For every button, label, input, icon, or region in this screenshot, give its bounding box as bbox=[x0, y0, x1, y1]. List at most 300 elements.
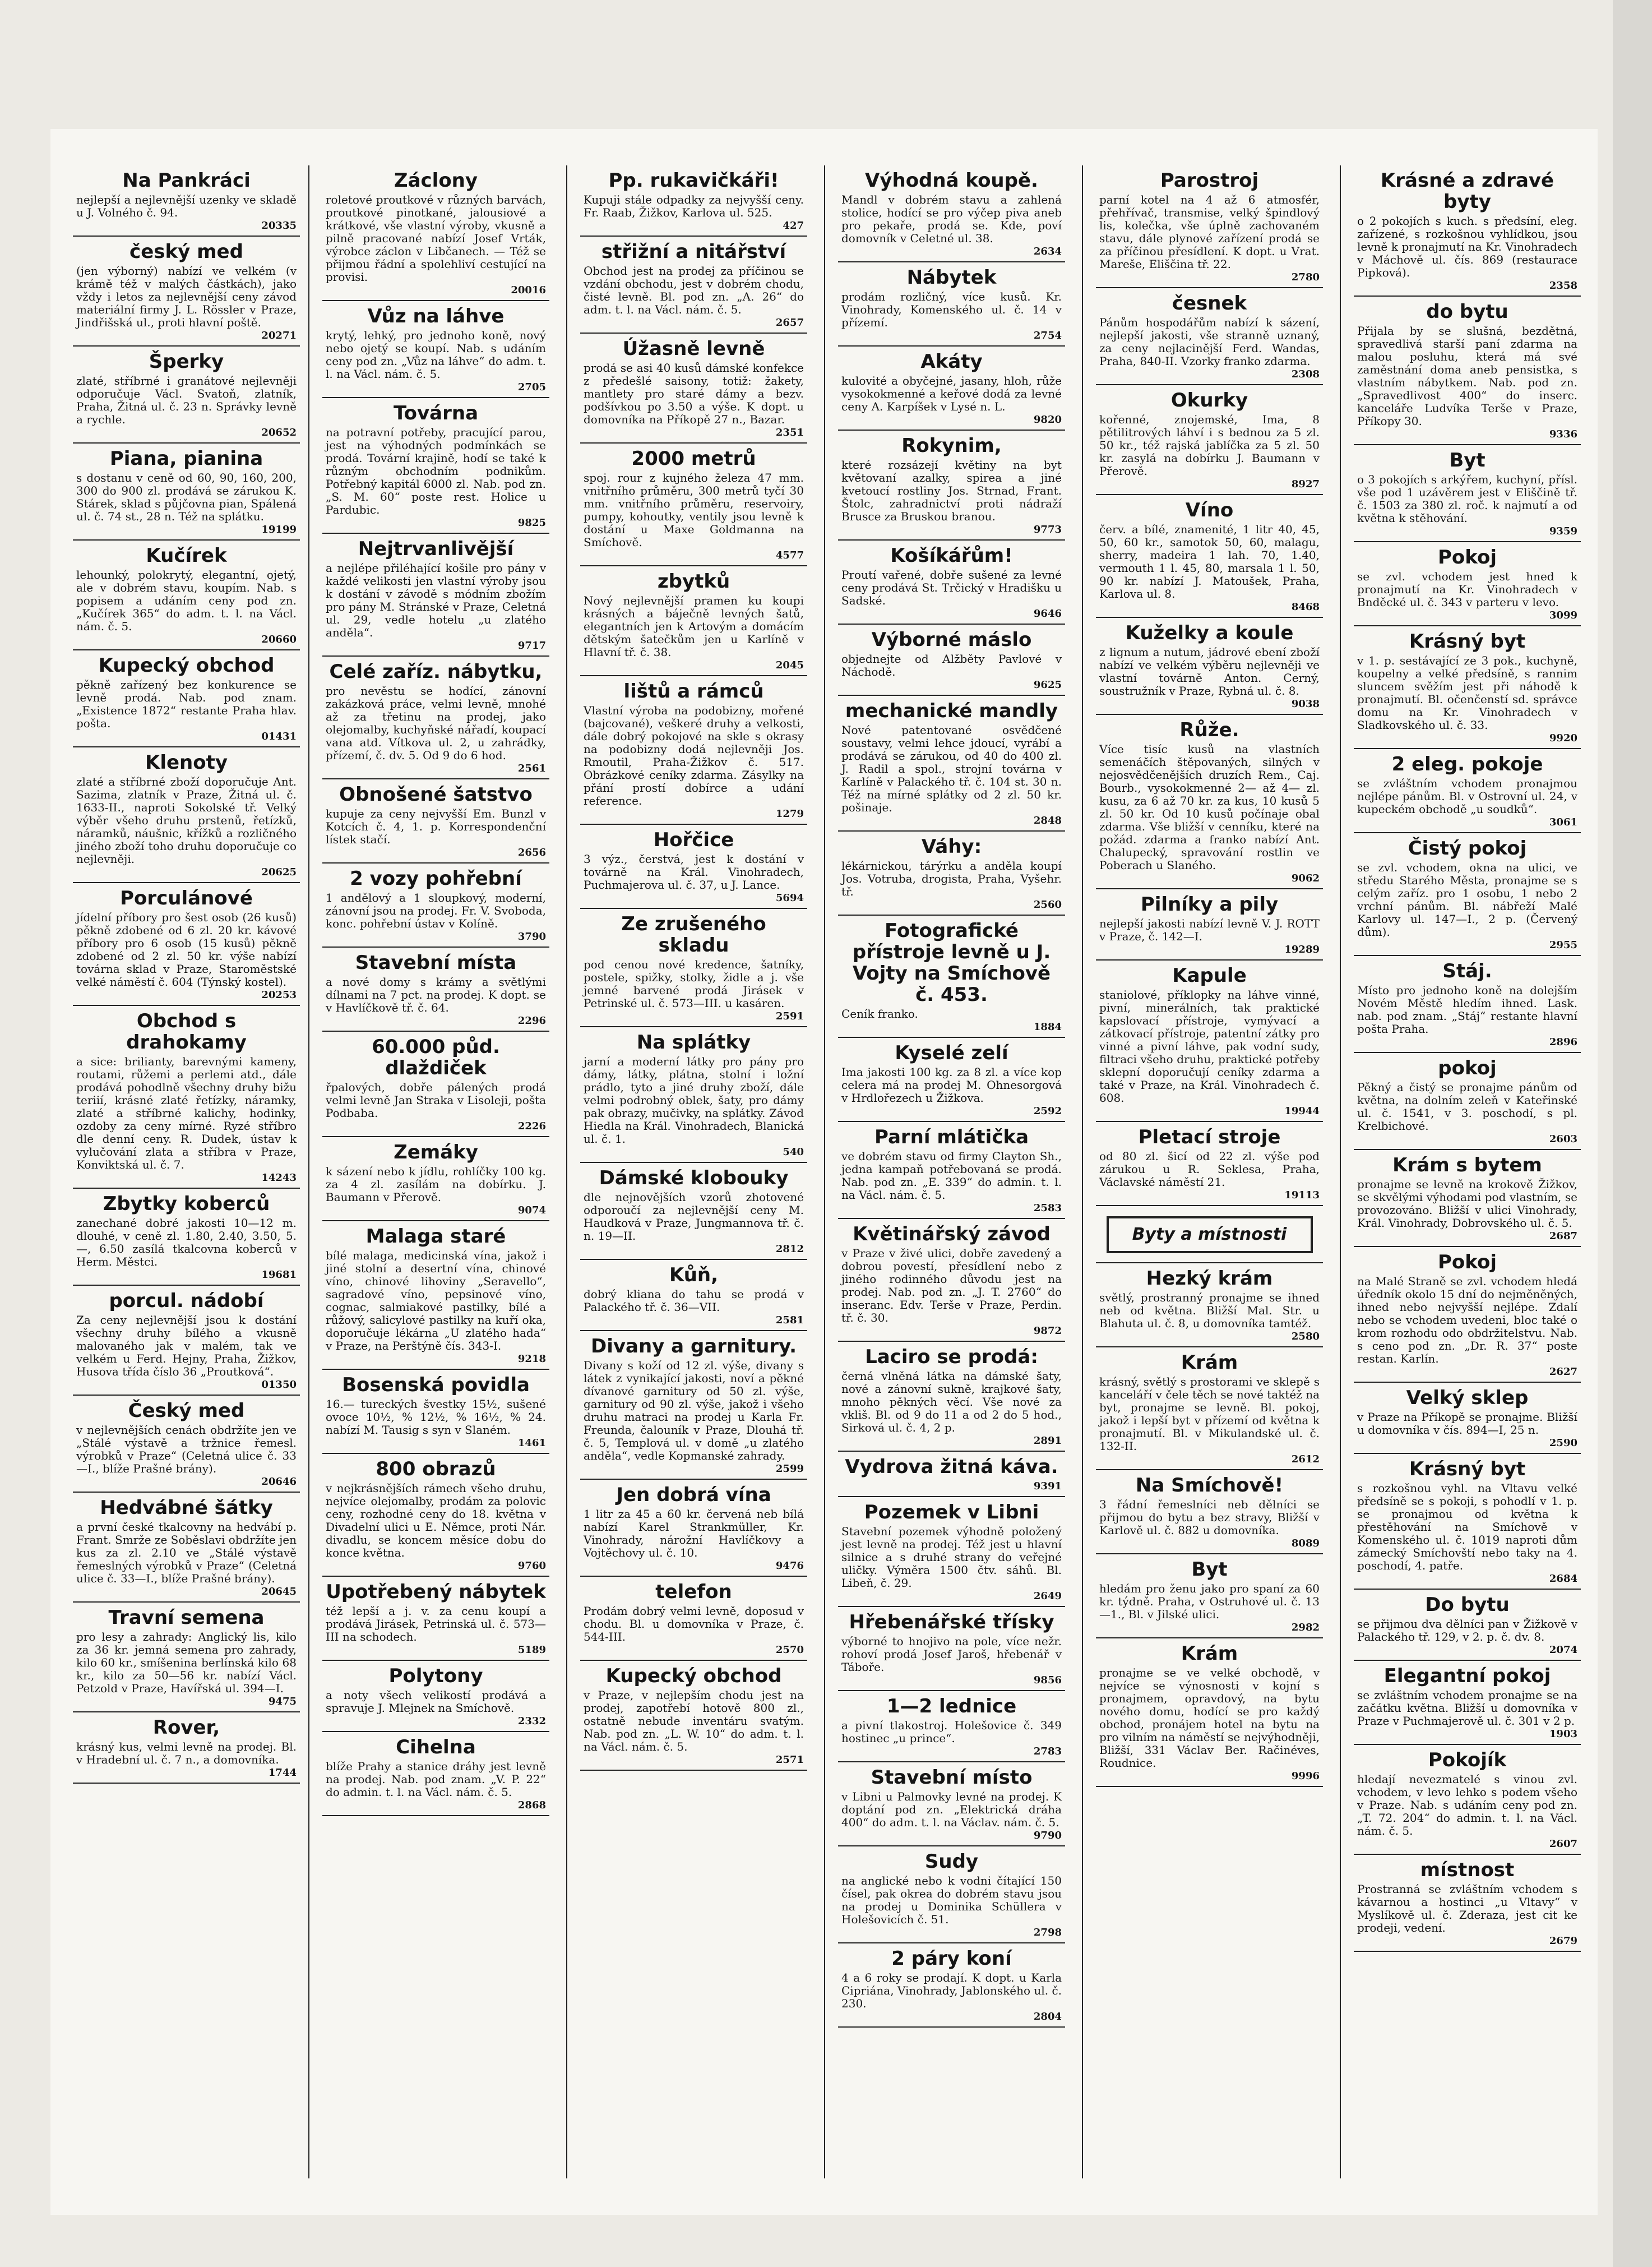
ad-headline: Na Smíchově! bbox=[1135, 1474, 1284, 1497]
ad-number: 5189 bbox=[517, 1644, 546, 1656]
classified-ad bbox=[73, 1286, 300, 1396]
classified-ad bbox=[322, 398, 549, 534]
ad-number: 2583 bbox=[1033, 1202, 1062, 1214]
ad-headline: Pokojík bbox=[1428, 1749, 1507, 1771]
ad-number: 2332 bbox=[517, 1715, 546, 1727]
ad-headline: Obnošené šatstvo bbox=[339, 783, 533, 806]
ad-headline: místnost bbox=[1420, 1859, 1515, 1881]
ad-body: Ceník franko. bbox=[841, 1007, 918, 1021]
ad-body: a nejlépe přiléhající košile pro pány v každé velikosti jen vlastní výroby jsou k dostání v závodě s módním zbožím pro pány M. Stránské v Praze, Celetná ul. 29, vedle hotelu „u zlatého anděla“. bbox=[326, 561, 546, 639]
classified-ad bbox=[838, 1607, 1065, 1691]
ad-number: 2570 bbox=[775, 1644, 804, 1656]
ad-headline: Zemáky bbox=[394, 1141, 478, 1163]
classified-ad bbox=[838, 1342, 1065, 1452]
ad-headline: Kupecký obchod bbox=[98, 654, 275, 677]
classified-ad bbox=[580, 334, 807, 444]
ad-number: 2634 bbox=[1033, 246, 1062, 257]
ad-headline: Výborné máslo bbox=[871, 629, 1032, 651]
ad-headline: zbytků bbox=[657, 570, 730, 593]
ad-body: prodá se asi 40 kusů dámské konfekce z předešlé saisony, totiž: žakety, mantlety pro staré dámy a bezv. podšívkou po 3.50 a výše. K dopt. u domovníka na Příkopě 27 n., Bazar. bbox=[584, 361, 804, 426]
ad-headline: Byt bbox=[1449, 449, 1486, 472]
ad-body: kupuje za ceny nejvyšší Em. Bunzl v Kotcích č. 4, 1. p. Korrespondenční lístek stačí. bbox=[326, 807, 546, 846]
ad-body: černá vlněná látka na dámské šaty, nové a zánovní sukně, krajkové šaty, mnoho pěkných věcí. Vše nové za vkliš. Bl. od 9 do 11 a od 2 do 5 hod., Sirková ul. č. 4, 2 p. bbox=[841, 1369, 1062, 1434]
ad-number: 2581 bbox=[775, 1314, 804, 1326]
ad-headline: Kapule bbox=[1172, 964, 1247, 987]
ad-headline: Zbytky koberců bbox=[103, 1193, 270, 1215]
ad-headline: Divany a garnitury. bbox=[590, 1335, 797, 1358]
ad-number: 9872 bbox=[1033, 1325, 1062, 1337]
ad-headline: Košíkářům! bbox=[890, 544, 1013, 567]
ad-body: se zvl. vchodem jest hned k pronajmutí na Kr. Vinohradech v Bnděcké ul. č. 343 v parteru v levo. bbox=[1357, 570, 1577, 609]
classified-ad bbox=[838, 262, 1065, 347]
ad-body: k sázení nebo k jídlu, rohlíčky 100 kg. za 4 zl. zasílám na dobírku. J. Baumann v Přerově. bbox=[326, 1165, 546, 1204]
ad-headline: Čistý pokoj bbox=[1408, 837, 1527, 860]
column-rule bbox=[1340, 165, 1341, 2178]
ad-body: řpalových, dobře pálených prodá velmi levně Jan Straka v Lisoleji, pošta Podbaba. bbox=[326, 1081, 546, 1120]
classified-column-3 bbox=[580, 165, 807, 2178]
classified-ad bbox=[1096, 1206, 1323, 1263]
ad-number: 9062 bbox=[1291, 872, 1320, 884]
ad-body: Mandl v dobrém stavu a zahlená stolice, hodící se pro výčep piva aneb pro pekaře, prodá se. Kde, poví domovník v Celetné ul. 38. bbox=[841, 193, 1062, 245]
ad-number: 20645 bbox=[261, 1586, 297, 1597]
classified-ad bbox=[322, 864, 549, 948]
classified-ad bbox=[838, 1762, 1065, 1846]
ad-body: (jen výborný) nabízí ve velkém (v krámě též v malých částkách), jako vždy i letos za nejlevnější ceny závod materiální firmy J. L. Rössler v Praze, Jindřišská ul., proti hlavní poště. bbox=[76, 264, 297, 329]
classified-ad bbox=[73, 1006, 300, 1189]
ad-headline: Váhy: bbox=[921, 835, 982, 858]
classified-ad bbox=[838, 1122, 1065, 1219]
classified-ad bbox=[580, 825, 807, 909]
ad-number: 2592 bbox=[1033, 1105, 1062, 1117]
ad-number: 2955 bbox=[1549, 939, 1577, 951]
classified-ad bbox=[580, 909, 807, 1027]
ad-body: s rozkošnou vyhl. na Vltavu velké předsíně se s pokoji, s pohodlí v 1. p. se pronajmou od května k přestěhování na Smíchově v Komenského ul. č. 1019 naproti dům zámecký Smíchovští nebo taky na 4. poschodí, 4. patře. bbox=[1357, 1481, 1577, 1572]
classified-ad bbox=[838, 1943, 1065, 2028]
ad-body: Ima jakosti 100 kg. za 8 zl. a více kop celera má na prodej M. Ohnesorgová v Hrdlořezech u Žižkova. bbox=[841, 1065, 1062, 1105]
classified-ad bbox=[322, 1137, 549, 1221]
ad-headline: Sudy bbox=[924, 1850, 979, 1873]
ad-headline: Obchod s drahokamy bbox=[126, 1010, 247, 1054]
ad-number: 01350 bbox=[261, 1379, 297, 1391]
classified-ad bbox=[1354, 1661, 1581, 1745]
classified-ad bbox=[73, 650, 300, 747]
ad-number: 2571 bbox=[775, 1754, 804, 1766]
ad-number: 9760 bbox=[517, 1560, 546, 1572]
ad-number: 3099 bbox=[1549, 610, 1577, 621]
classified-ad bbox=[838, 625, 1065, 696]
ad-headline: telefon bbox=[655, 1581, 732, 1603]
classified-ad bbox=[838, 165, 1065, 262]
classified-ad bbox=[1096, 1470, 1323, 1554]
classified-column-2 bbox=[322, 165, 549, 2178]
ad-number: 2780 bbox=[1291, 271, 1320, 283]
classified-ad bbox=[322, 1732, 549, 1816]
ad-body: pronajme se levně na krokově Žižkov, se skvělými výhodami pod vlastním, se provozováno. Bližší v ulici Vinohrady, Král. Vinohrady, Dobrovského ul. č. 5. bbox=[1357, 1178, 1577, 1230]
column-rule bbox=[824, 165, 825, 2178]
ad-body: v Praze v živé ulici, dobře zavedený a dobrou povestí, přesídlení nebo z jiného rodinného důvodu jest na prodej. Nab. pod zn. „J. T. 2760“ do inseranc. Edv. Terše v Praze, Perdin. tř. č. 30. bbox=[841, 1246, 1062, 1324]
column-rule bbox=[308, 165, 309, 2178]
ad-body: pěkně zařízený bez konkurence se levně prodá. Nab. pod znam. „Existence 1872“ restante Praha hlav. pošta. bbox=[76, 678, 297, 730]
ad-body: o 3 pokojích s arkýřem, kuchyní, přísl. vše pod 1 uzávěrem jest v Eliščině tř. č. 1503 za 380 zl. roč. k najmutí a od května k stěhování. bbox=[1357, 473, 1577, 525]
ad-headline: porcul. nádobí bbox=[109, 1290, 264, 1312]
ad-headline: 60.000 půd. dlaždiček bbox=[372, 1036, 500, 1079]
ad-headline: 2 vozy pohřební bbox=[350, 867, 522, 890]
classified-ad bbox=[73, 237, 300, 347]
ad-number: 2045 bbox=[775, 659, 804, 671]
ad-body: v nejlevnějších cenách obdržíte jen ve „Stálé výstavě a tržnice řemesl. výrobků v Praze“ (Celetná ulice č. 33—I., blíže Prašné brány). bbox=[76, 1423, 297, 1475]
ad-body: hledám pro ženu jako pro spaní za 60 kr. týdně. Praha, v Ostruhové ul. č. 13—1., Bl. v Jilské ulici. bbox=[1099, 1582, 1320, 1621]
ad-number: 2603 bbox=[1549, 1133, 1577, 1145]
ad-body: pro nevěstu se hodící, zánovní zakázková práce, velmi levně, mnohé až za třetinu na prodej, jako olejomalby, kuchyňské nářadí, koupací vana atd. Vítkova ul. 2, u zahrádky, přízemí, č. dv. 5. Od 9 do 6 hod. bbox=[326, 684, 546, 762]
ad-number: 2560 bbox=[1033, 899, 1062, 911]
ad-headline: 800 obrazů bbox=[376, 1458, 496, 1480]
classified-ad bbox=[73, 883, 300, 1006]
classified-ad bbox=[1096, 1554, 1323, 1638]
ad-headline: Kuželky a koule bbox=[1125, 622, 1294, 644]
ad-headline: Okurky bbox=[1170, 389, 1248, 412]
ad-headline: Laciro se prodá: bbox=[865, 1346, 1038, 1368]
ad-headline: Malaga staré bbox=[365, 1225, 506, 1248]
ad-headline: Na Pankráci bbox=[122, 169, 251, 192]
ad-headline: Klenoty bbox=[145, 751, 228, 774]
ad-body: v 1. p. sestávající ze 3 pok., kuchyně, koupelny a velké předsíně, s rannim sluncem svěžím jest při náhodě k pronajmutí. Bl. očenčenstí sd. správce domu na Kr. Vinohradech v Sladkovského ul. č. 33. bbox=[1357, 654, 1577, 732]
ad-number: 2684 bbox=[1549, 1573, 1577, 1585]
classified-ad bbox=[322, 1454, 549, 1577]
ad-number: 2783 bbox=[1033, 1746, 1062, 1757]
ad-headline: Kučírek bbox=[146, 544, 227, 567]
classified-ad bbox=[1096, 1638, 1323, 1787]
ad-number: 5694 bbox=[775, 892, 804, 904]
ad-body: bílé malaga, medicinská vína, jakož i jiné stolní a desertní vína, chinové víno, chinové lihoviny „Seravello“, sagradové víno, pepsinové víno, cognac, salmiakové pastilky, bílé a růžový, salicylové pastilky na kuří oka, doporučuje lékárna „U zlatého hada“ v Praze, na Perštýně čís. 343-I. bbox=[326, 1249, 546, 1352]
ad-number: 19681 bbox=[261, 1269, 297, 1281]
ad-number: 3061 bbox=[1549, 816, 1577, 828]
ad-body: Prodám dobrý velmi levně, doposud v chodu. Bl. u domovníka v Praze, č. 544-III. bbox=[584, 1604, 804, 1643]
ad-body: též lepší a j. v. za cenu koupí a prodává Jirásek, Petrinská ul. č. 573—III na schodech. bbox=[326, 1604, 546, 1643]
ad-number: 20660 bbox=[261, 634, 297, 645]
classified-ad bbox=[838, 1846, 1065, 1943]
ad-headline: Nejtrvanlivější bbox=[358, 538, 514, 560]
classified-ad bbox=[1096, 385, 1323, 495]
ad-headline: Byt bbox=[1191, 1558, 1228, 1581]
ad-body: kořenné, znojemské, Ima, 8 pětilitrových láhví i s bednou za 5 zl. 50 kr., též rajská jablíčka za 5 zl. 50 kr. zasylá na dobírku J. Baumann v Přerově. bbox=[1099, 413, 1320, 478]
ad-number: 2896 bbox=[1549, 1036, 1577, 1048]
ad-body: které rozsázejí květiny na byt květovaní azalky, spirea a jiné kvetoucí rostliny Jos. Strnad, Frant. Štolc, zahradnictví proti nádraží Brusce za Bruskou branou. bbox=[841, 458, 1062, 523]
ad-number: 20646 bbox=[261, 1476, 297, 1488]
ad-headline: Pilníky a pily bbox=[1140, 893, 1279, 916]
ad-body: lehounký, polokrytý, elegantní, ojetý, ale v dobrém stavu, koupím. Nab. s popisem a udáním ceny pod zn. „Kučírek 365“ do adm. t. l. na Václ. nám. č. 5. bbox=[76, 568, 297, 633]
ad-body: krásný, světlý s prostorami ve sklepě s kanceláří v čele těch se nové taktéž na byt, pronajme se levně. Bl. pokoj, jakož i lepší byt v přízemí od května k pronajmutí. Bl. v Mikulandské ul. č. 132-II. bbox=[1099, 1375, 1320, 1453]
ad-body: pod cenou nové kredence, šatníky, postele, spižky, stolky, židle a j. vše jemné barvené prodá Jirásek v Petrinské ul. č. 573—III. u kasáren. bbox=[584, 958, 804, 1010]
ad-number: 9038 bbox=[1291, 698, 1320, 710]
newspaper-page bbox=[50, 129, 1598, 2215]
ad-number: 2798 bbox=[1033, 1927, 1062, 1938]
classified-ad bbox=[322, 1221, 549, 1370]
ad-body: Místo pro jednoho koně na dolejším Novém Městě hledím ihned. Lask. nab. pod znam. „Stáj“ restante hlavní pošta Praha. bbox=[1357, 984, 1577, 1036]
classified-column-5 bbox=[1096, 165, 1323, 2178]
ad-number: 2687 bbox=[1549, 1230, 1577, 1242]
ad-headline: Ze zrušeného skladu bbox=[621, 913, 766, 957]
ad-headline: 2 páry koní bbox=[891, 1947, 1012, 1970]
classified-ad bbox=[1354, 1247, 1581, 1383]
ad-body: kulovité a obyčejné, jasany, hloh, růže vysokokmenné a keřové dodá za levné ceny A. Karpíšek v Lysé n. L. bbox=[841, 374, 1062, 413]
ad-number: 427 bbox=[783, 220, 804, 232]
ad-headline: Hřebenářské třísky bbox=[849, 1611, 1054, 1633]
ad-number: 19113 bbox=[1284, 1189, 1320, 1201]
ad-headline: Pokoj bbox=[1438, 1251, 1497, 1273]
ad-headline: Nábytek bbox=[906, 266, 997, 289]
ad-number: 9391 bbox=[1033, 1480, 1062, 1492]
ad-headline: Vydrova žitná káva. bbox=[845, 1456, 1058, 1478]
ad-headline: Dámské klobouky bbox=[599, 1167, 789, 1189]
ad-body: červ. a bílé, znamenité, 1 litr 40, 45, 50, 60 kr., samotok 50, 60, malagu, sherry, madeira 1 lah. 70, 1.40, vermouth 1 l. 45, 80, marsala 1 l. 50, 90 kr. nabízí J. Matoušek, Praha, Karlova ul. 8. bbox=[1099, 523, 1320, 601]
ad-body: od 80 zl. šicí od 22 zl. výše pod zárukou u R. Seklesa, Praha, Václavské náměstí 21. bbox=[1099, 1149, 1320, 1189]
ad-body: a první české tkalcovny na hedvábí p. Frant. Smrže ze Soběslavi obdržíte jen kus za zl. 2.10 ve „Stálé výstavě řemeslných výrobků v Praze“ (Celetná ulice č. 33—I., blíže Prašné brány). bbox=[76, 1520, 297, 1585]
ad-headline: Hedvábné šátky bbox=[100, 1497, 273, 1519]
ad-number: 9820 bbox=[1033, 414, 1062, 426]
ad-headline: Krám bbox=[1181, 1351, 1238, 1374]
ad-headline: 2 eleg. pokoje bbox=[1391, 753, 1543, 775]
ad-number: 9336 bbox=[1549, 428, 1577, 440]
ad-number: 20652 bbox=[261, 427, 297, 438]
ad-body: Přijala by se slušná, bezdětná, spravedlivá starší paní zdarma na malou posluhu, která má své zaměstnání doma aneb pensistka, s vlastním nábytkem. Nab. pod zn. „Spravedlivost 400“ do inserc. kanceláře Ludvíka Terše v Praze, Příkopy 30. bbox=[1357, 324, 1577, 428]
ad-headline: Bosenská povidla bbox=[342, 1374, 530, 1396]
classified-ad bbox=[580, 1661, 807, 1771]
classified-ad bbox=[1354, 1590, 1581, 1661]
ad-number: 2812 bbox=[775, 1243, 804, 1255]
classified-ad bbox=[1354, 1053, 1581, 1150]
classified-ad bbox=[322, 1577, 549, 1661]
ad-headline: mechanické mandly bbox=[845, 700, 1058, 722]
ad-headline: Šperky bbox=[149, 350, 224, 373]
ad-body: Pánům hospodářům nabízí k sázení, nejlepší jakosti, vše stranně uznaný, za ceny nejlacinější Ferd. Wandas, Praha, 840-II. Vzorky franko zdarma. bbox=[1099, 316, 1320, 368]
ad-body: na Malé Straně se zvl. vchodem hledá úředník okolo 15 dní do nejměněných, ihned nebo nejvyšší nejlépe. Zdalí nebo se vchodem uvedeni, bloc také o krom rozhodu odo obdržitelstvu. Nab. s ceno pod zn. „Dr. R. 37“ poste restan. Karlín. bbox=[1357, 1275, 1577, 1365]
ad-body: Nový nejlevnější pramen ku koupi krásných a báječně levných šatů, elegantních jen k Artovým a domácím dětským šatečkům jen u Karlíně v Hlavní tř. č. 38. bbox=[584, 594, 804, 659]
ad-headline: česnek bbox=[1172, 292, 1247, 315]
classified-ad bbox=[1096, 495, 1323, 618]
ad-number: 2580 bbox=[1291, 1331, 1320, 1342]
ad-number: 9717 bbox=[517, 640, 546, 652]
ad-body: prodám rozličný, více kusů. Kr. Vinohrady, Komenského ul. č. 14 v přízemí. bbox=[841, 290, 1062, 329]
ad-headline: Pokoj bbox=[1438, 546, 1497, 569]
ad-number: 19289 bbox=[1284, 944, 1320, 955]
ad-body: světlý, prostranný pronajme se ihned neb od května. Bližší Mal. Str. u Blahuta ul. č. 8, u domovníka tamtéž. bbox=[1099, 1291, 1320, 1330]
ad-headline: 2000 metrů bbox=[631, 447, 756, 470]
ad-body: hledají nevezmatelé s vinou zvl. vchodem, v levo lehko s podem všeho v Praze. Nab. s udáním ceny pod zn. „T. 72. 204“ do admin. t. l. na Václ. nám. č. 5. bbox=[1357, 1772, 1577, 1837]
ad-headline: Úžasně levně bbox=[622, 338, 765, 360]
ad-body: objednejte od Alžběty Pavlové v Náchodě. bbox=[841, 652, 1062, 678]
ad-body: Proutí vařené, dobře sušené za levné ceny prodává St. Trčický v Hradišku u Sadské. bbox=[841, 568, 1062, 607]
classified-ad bbox=[580, 676, 807, 825]
ad-number: 14243 bbox=[261, 1172, 297, 1184]
ad-body: Stavební pozemek výhodně položený jest levně na prodej. Též jest u hlavní silnice a s druhé strany do veřejné uličky. Výměra 1500 čtv. sáhů. Bl. Libeň, č. 29. bbox=[841, 1525, 1062, 1590]
ad-body: v Praze, v nejlepším chodu jest na prodej, zapotřebí hotově 800 zl., ostatně nebude inventáru svatým. Nab. pod zn. „L. W. 10“ do adm. t. l. na Václ. nám. č. 5. bbox=[584, 1688, 804, 1753]
ad-body: Za ceny nejlevnější jsou k dostání všechny druhy bílého a vkusně malovaného jak v malém, tak ve velkém u Ferd. Hejny, Praha, Žižkov, Husova třída číslo 36 „Proutková“. bbox=[76, 1313, 297, 1378]
classified-ad bbox=[580, 237, 807, 334]
ad-number: 9625 bbox=[1033, 679, 1062, 691]
ad-headline: Český med bbox=[128, 1400, 245, 1422]
classified-ad bbox=[73, 1493, 300, 1603]
classified-ad bbox=[73, 1603, 300, 1712]
ad-headline: Akáty bbox=[920, 350, 983, 373]
ad-number: 2599 bbox=[775, 1463, 804, 1475]
ad-number: 2308 bbox=[1291, 368, 1320, 380]
ad-headline: Stavební místa bbox=[355, 952, 517, 974]
classified-ad bbox=[1354, 1150, 1581, 1247]
ad-number: 2358 bbox=[1549, 280, 1577, 292]
ad-number: 19199 bbox=[261, 524, 297, 535]
ad-number: 2804 bbox=[1033, 2011, 1062, 2023]
ad-number: 20253 bbox=[261, 989, 297, 1001]
classified-ad bbox=[580, 1331, 807, 1480]
classified-ad bbox=[580, 1480, 807, 1577]
ad-number: 2226 bbox=[517, 1120, 546, 1132]
ad-body: zlaté a stříbrné zboží doporučuje Ant. Sazima, zlatník v Praze, Žitná ul. č. 1633-II., naproti Sokolské tř. Velký výběr všeho druhu prstenů, řetízků, náramků, náušnic, křížků a rozličného jiného zboží toho druhu doporučuje co nejlevněji. bbox=[76, 775, 297, 866]
ad-number: 2296 bbox=[517, 1015, 546, 1027]
ad-body: Více tisíc kusů na vlastních semenáčích štěpovaných, silných v nejosvědčenějších druzích Rem., Caj. Bourb., vysokokmenné 2— až 4— zl. kusu, za 6 až 70 kr. za kus, 10 kusů 5 zl. 50 kr. Od 10 kusů počínaje obal zdarma. Vše bližší v cenníku, které na požád. zdarma a franko nabízí Ant. Chalupecký, spravování rostlin ve Poberach u Slaného. bbox=[1099, 742, 1320, 872]
ad-headline: Továrna bbox=[393, 402, 479, 424]
ad-headline: Záclony bbox=[394, 169, 478, 192]
ad-body: nejlepší jakosti nabízí levně V. J. ROTT v Praze, č. 142—I. bbox=[1099, 917, 1320, 943]
ad-headline: Krásný byt bbox=[1409, 630, 1526, 653]
ad-number: 2891 bbox=[1033, 1435, 1062, 1447]
classified-ad bbox=[1354, 542, 1581, 626]
ad-number: 2561 bbox=[517, 763, 546, 774]
ad-body: blíže Prahy a stanice dráhy jest levně na prodej. Nab. pod znam. „V. P. 22“ do admin. t. l. na Václ. nám. č. 5. bbox=[326, 1760, 546, 1799]
ad-number: 2074 bbox=[1549, 1644, 1577, 1656]
classified-ad bbox=[1354, 1454, 1581, 1590]
classified-ad bbox=[580, 165, 807, 237]
ad-body: se přijmou dva dělníci pan v Žižkově v Palackého tř. 129, v 2. p. č. dv. 8. bbox=[1357, 1617, 1577, 1643]
classified-ad bbox=[838, 1497, 1065, 1607]
page-edge-shadow bbox=[1613, 0, 1652, 2267]
classified-ad bbox=[838, 431, 1065, 541]
ad-body: zanechané dobré jakosti 10—12 m. dlouhé, v ceně zl. 1.80, 2.40, 3.50, 5.—, 6.50 zasílá tkalcovna koberců v Herm. Městci. bbox=[76, 1216, 297, 1268]
ad-headline: Rover, bbox=[152, 1716, 220, 1739]
ad-body: a sice: brilianty, barevnými kameny, routami, růžemi a perlemi atd., dále prodává pohodlně všechny druhy bižu teriií, krásné zlaté řetízky, náramky, zlaté a stříbrné kalichy, hodinky, ozdoby za ceny mírné. Ryzé stříbro dle denní ceny. R. Dudek, ústav k vylučování zlata a stříbra v Praze, Konviktská ul. č. 7. bbox=[76, 1055, 297, 1171]
classified-ad bbox=[1354, 833, 1581, 956]
ad-headline: Hořčice bbox=[653, 829, 734, 851]
ad-headline: Víno bbox=[1185, 499, 1234, 521]
ad-number: 2351 bbox=[775, 427, 804, 438]
ad-body: a nové domy s krámy a světlými dílnami na 7 pct. na prodej. K dopt. se v Havlíčkově tř. č. 64. bbox=[326, 975, 546, 1014]
ad-headline: pokoj bbox=[1438, 1057, 1497, 1079]
classified-ad bbox=[838, 347, 1065, 431]
ad-number: 8927 bbox=[1291, 478, 1320, 490]
classified-ad bbox=[1354, 749, 1581, 833]
ad-body: lékárnickou, tárýrku a anděla koupí Jos. Votruba, drogista, Praha, Vyšehr. tř. bbox=[841, 859, 1062, 898]
ad-number: 8468 bbox=[1291, 601, 1320, 613]
classified-ad bbox=[838, 916, 1065, 1038]
ad-body: Nové patentované osvědčené soustavy, velmi lehce jdoucí, vyrábí a prodává se zárukou, od 40 do 400 zl. J. Radil a spol., strojní továrna v Karlíně v Palackého tř. č. 104 st. 30 n. Též na mírné splátky od 2 zl. 50 kr. pošinaje. bbox=[841, 723, 1062, 814]
ad-headline: Krám s bytem bbox=[1392, 1154, 1542, 1176]
section-banner: Byty a místnosti bbox=[1107, 1216, 1313, 1253]
classified-ad bbox=[1354, 165, 1581, 297]
ad-number: 1461 bbox=[517, 1437, 546, 1449]
ad-number: 01431 bbox=[261, 731, 297, 742]
classified-ad bbox=[73, 1396, 300, 1493]
ad-number: 2679 bbox=[1549, 1935, 1577, 1947]
ad-body: parní kotel na 4 až 6 atmosfér, přehřívač, transmise, velký špindlový lis, kolečka, vše úplně zachovaném stavu, dále plynové zařízení prodá se za příčinou přesídlení. K dopt. u Vrat. Mareše, Eliščina tř. 22. bbox=[1099, 193, 1320, 271]
classified-ad bbox=[73, 541, 300, 650]
ad-number: 9218 bbox=[517, 1353, 546, 1365]
ad-number: 2607 bbox=[1549, 1838, 1577, 1850]
ad-headline: Růže. bbox=[1179, 719, 1239, 741]
ad-headline: do bytu bbox=[1426, 301, 1508, 323]
ad-number: 2612 bbox=[1291, 1453, 1320, 1465]
ad-number: 4577 bbox=[775, 550, 804, 561]
ad-number: 2590 bbox=[1549, 1437, 1577, 1449]
ad-body: krytý, lehký, pro jednoho koně, nový nebo ojetý se koupí. Nab. s udáním ceny pod zn. „Vůz na láhve“ do adm. t. l. na Václ. nám. č. 5. bbox=[326, 329, 546, 381]
classified-ad bbox=[838, 1219, 1065, 1342]
ad-number: 19944 bbox=[1284, 1105, 1320, 1117]
ad-body: krásný kus, velmi levně na prodej. Bl. v Hradební ul. č. 7 n., a domovníka. bbox=[76, 1740, 297, 1766]
ad-body: spoj. rour z kujného železa 47 mm. vnitřního průměru, 300 metrů tyčí 30 mm. vnitřního průměru, reservoiry, pumpy, kohoutky, ventily jsou levně k dostání u Maxe Goldmanna na Smíchově. bbox=[584, 471, 804, 549]
classified-ad bbox=[322, 534, 549, 657]
classified-ad bbox=[580, 1163, 807, 1260]
ad-body: roletové proutkové v různých barvách, proutkové pinotkané, jalousiové a krátkové, vše vlastní výroby, vkusně a pilně pracované nabízí Josef Vrták, výrobce záclon v Libčanech. — Též se přijmou řádní a spolehliví cestující na provisi. bbox=[326, 193, 546, 284]
ad-number: 3790 bbox=[517, 931, 546, 943]
ad-headline: Parostroj bbox=[1160, 169, 1259, 192]
classified-ad bbox=[1096, 715, 1323, 889]
ad-number: 2868 bbox=[517, 1799, 546, 1811]
ad-headline: Stavební místo bbox=[871, 1766, 1033, 1789]
ad-headline: Porculánové bbox=[120, 887, 253, 909]
ad-number: 9475 bbox=[268, 1696, 297, 1707]
ad-body: 4 a 6 roky se prodají. K dopt. u Karla Cipriána, Vinohrady, Jablonského ul. č. 230. bbox=[841, 1971, 1062, 2010]
classified-ad bbox=[322, 165, 549, 301]
classified-ad bbox=[1096, 288, 1323, 385]
classified-ad bbox=[1354, 1745, 1581, 1855]
ad-headline: Stáj. bbox=[1442, 960, 1492, 982]
ad-body: Obchod jest na prodej za příčinou se vzdání obchodu, jest v dobrém chodu, čisté levně. Bl. pod zn. „A. 26“ do adm. t. l. na Václ. nám. č. 5. bbox=[584, 264, 804, 316]
ad-number: 1903 bbox=[1549, 1728, 1577, 1740]
ad-body: v Praze na Příkopě se pronajme. Bližší u domovníka v čís. 894—I, 25 n. bbox=[1357, 1410, 1577, 1437]
ad-body: Kupuji stále odpadky za nejvyšší ceny. Fr. Raab, Žižkov, Karlova ul. 525. bbox=[584, 193, 804, 219]
ad-headline: Rokynim, bbox=[901, 435, 1002, 457]
classified-ad bbox=[1354, 626, 1581, 749]
ad-headline: Vůz na láhve bbox=[367, 305, 505, 327]
ad-number: 20016 bbox=[511, 284, 546, 296]
classified-ad bbox=[1354, 1855, 1581, 1952]
ad-body: pro lesy a zahrady: Anglický lis, kilo za 36 kr. jemná semena pro zahrady, kilo 60 kr., smíšenina berlínská kilo 68 kr., kilo za 50—56 kr. nabízí Václ. Petzold v Praze, Havířská ul. 394—I. bbox=[76, 1630, 297, 1695]
ad-number: 9074 bbox=[517, 1204, 546, 1216]
ad-headline: Travní semena bbox=[108, 1606, 265, 1629]
ad-headline: Na splátky bbox=[636, 1031, 751, 1054]
ad-body: Prostranná se zvláštním vchodem s kávarnou a hostinci „u Vltavy“ v Myslíkově ul. č. Zderaza, jest cit ke prodeji, vedení. bbox=[1357, 1882, 1577, 1934]
ad-headline: Krásný byt bbox=[1409, 1458, 1526, 1480]
classified-ad bbox=[322, 1661, 549, 1732]
ad-body: Pěkný a čistý se pronajme pánům od května, na dolním zeleň v Kateřinské ul. č. 1541, v 3. poschodí, s pl. Krelbichové. bbox=[1357, 1081, 1577, 1133]
ad-body: z lignum a nutum, jádrové ebení zboží nabízí ve velkém výběru nejlevněji ve vlastní továrně Anton. Cerný, soustružník v Praze, Rybná ul. č. 8. bbox=[1099, 645, 1320, 698]
ad-headline: Polytony bbox=[388, 1665, 483, 1687]
ad-number: 540 bbox=[783, 1146, 804, 1158]
ad-body: staniolové, příklopky na láhve vinné, pivní, minerálních, tak praktické kapslovací přístroje, vymývací a zátkovací přístroje, patentní zátky pro vinné a pivní láhve, pak vodní sudy, filtraci všeho druhu, praktické potřeby sklepní doporučují ceníky zdarma a také v Praze, na Král. Vinohradech č. 608. bbox=[1099, 988, 1320, 1105]
ad-body: 3 řádní řemeslníci neb dělníci se přijmou do bytu a bez stravy, Bližší v Karlově ul. č. 882 u domovníka. bbox=[1099, 1498, 1320, 1537]
ad-headline: Výhodná koupě. bbox=[865, 169, 1038, 192]
ad-number: 2657 bbox=[775, 317, 804, 329]
ad-body: v nejkrásnějších rámech všeho druhu, nejvíce olejomalby, prodám za polovic ceny, rozhodné ceny do 18. května v Divadelní ulici u E. Němce, proti Nár. divadlu, se koncem měsíce dobu do konce května. bbox=[326, 1481, 546, 1559]
classified-ad bbox=[73, 1712, 300, 1784]
ad-body: 1 litr za 45 a 60 kr. červená neb bílá nabízí Karel Strankmüller, Kr. Vinohrady, nárožní Havlíčkovy a Vojtěchovy ul. č. 10. bbox=[584, 1507, 804, 1559]
classified-column-6 bbox=[1354, 165, 1581, 2178]
ad-number: 1744 bbox=[268, 1767, 297, 1779]
ad-headline: Upotřebený nábytek bbox=[326, 1581, 546, 1603]
ad-number: 2656 bbox=[517, 847, 546, 858]
ad-number: 9646 bbox=[1033, 608, 1062, 620]
ad-number: 9825 bbox=[517, 517, 546, 529]
classified-ad bbox=[580, 1260, 807, 1331]
ad-body: na potravní potřeby, pracující parou, jest na výhodných podmínkách se prodá. Tovární krajině, hodí se také k různým obchodním podnikům. Potřebný kapitál 6000 zl. Nab. pod zn. „S. M. 60“ poste rest. Holice u Pardubic. bbox=[326, 426, 546, 516]
